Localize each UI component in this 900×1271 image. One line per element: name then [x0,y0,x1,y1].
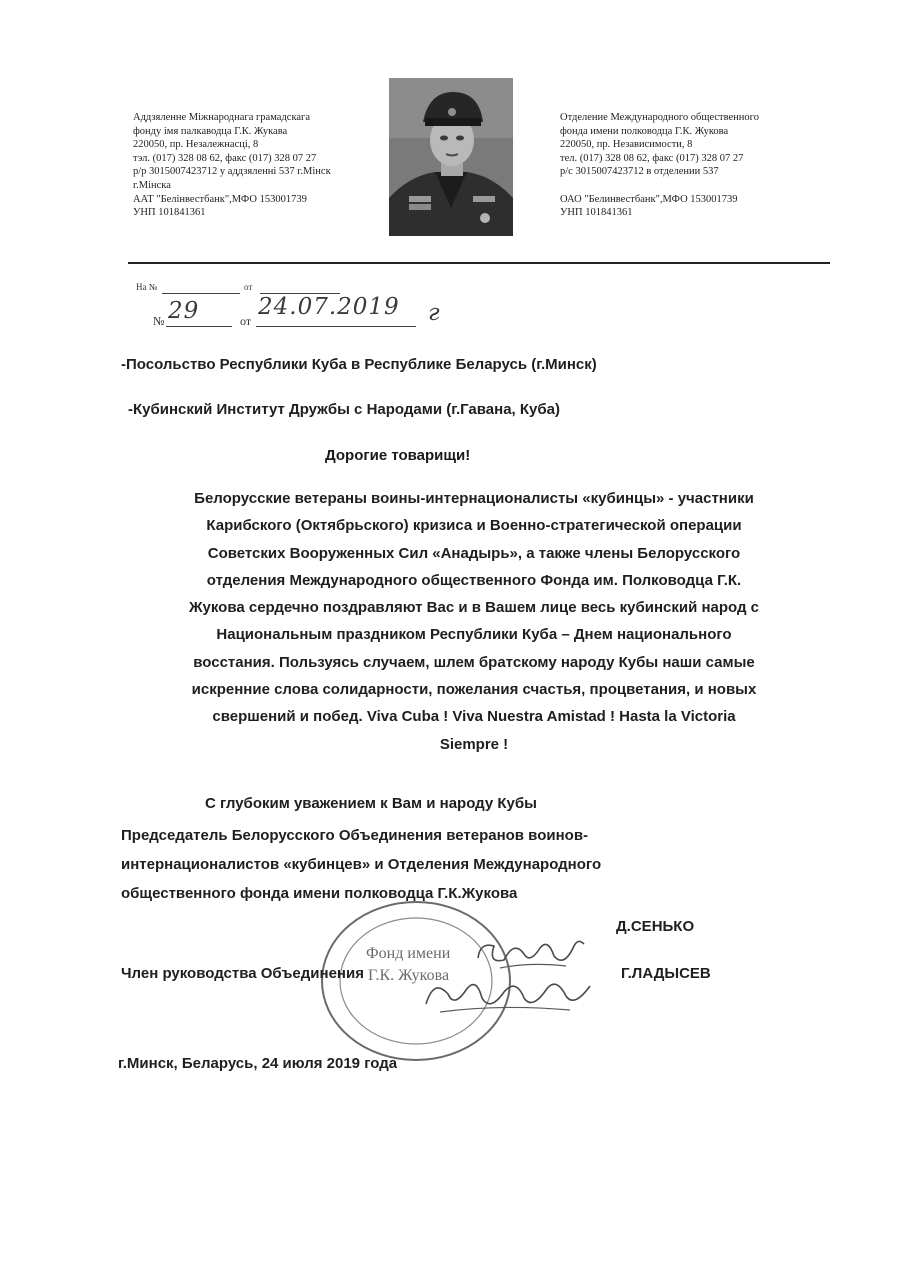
outgoing-number: 29 [168,298,200,324]
stamp-line-2: Г.К. Жукова [368,967,450,984]
outgoing-date: 24.07.2019 [258,294,400,320]
addressee-embassy: -Посольство Республики Куба в Республике Беларусь (г.Минск) [121,356,597,373]
body-line: искренние слова солидарности, пожелания счастья, процветания, и новых [191,681,757,699]
letterhead-left-line: УНП 101841361 [133,207,206,219]
letterhead-right-line [560,179,840,193]
portrait-photo [389,78,513,236]
closing-chair-line: общественного фонда имени полководца Г.К.Жукова [121,885,518,902]
closing-chair-line: Председатель Белорусского Объединения ветеранов воинов- [121,827,589,844]
member-label: Член руководства Объединения [121,965,364,982]
letterhead-right-line: р/с 3015007423712 в отделении 537 [560,166,719,178]
addressee-institute: -Кубинский Институт Дружбы с Народами (г.Гавана, Куба) [128,401,560,418]
outgoing-date-line [256,326,416,327]
body-line: Советских Вооруженных Сил «Анадырь», а также члены Белорусского [207,544,741,562]
letterhead-left-line: 220050, пр. Незалежнасці, 8 [133,139,259,151]
outgoing-date-label: от [240,314,252,328]
in-reply-label: На № [136,282,158,292]
outgoing-date-year-suffix: г [428,300,441,326]
letterhead-right-line: УНП 101841361 [560,207,633,219]
place-and-date: г.Минск, Беларусь, 24 июля 2019 года [118,1055,398,1072]
body-line: Национальным праздником Республики Куба – Днем национального [216,626,732,644]
body-line: Жукова сердечно поздравляют Вас и в Вашем лице весь кубинский народ с [188,599,760,617]
letterhead-left-line: фонду імя палкаводца Г.К. Жукава [133,125,288,137]
letterhead-right [560,111,840,220]
outgoing-number-line [166,326,232,327]
signature-ladysev [420,968,600,1018]
letterhead-left [133,111,395,220]
letterhead-right-line: ОАО "Белинвестбанк",МФО 153001739 [560,193,738,205]
body-line: восстания. Пользуясь случаем, шлем братскому народу Кубы наши самые [193,653,755,671]
closing-regards: С глубоким уважением к Вам и народу Кубы [205,795,537,812]
in-reply-from-label: от [244,282,253,292]
letterhead-left-line: ААТ "Белінвестбанк",МФО 153001739 [133,193,307,205]
greeting: Дорогие товарищи! [325,447,471,464]
in-reply-blank [162,293,240,294]
portrait-image [389,78,513,236]
letterhead-left-line: Аддзяленне Міжнароднага грамадскага [133,112,311,123]
body-line: Siempre ! [439,735,509,753]
letterhead-left-line: р/р 3015007423712 у аддзяленні 537 г.Мінск [133,166,331,178]
body-line: отделения Международного общественного Фонда им. Полководца Г.К. [206,571,742,589]
body-line: свершений и побед. Viva Cuba ! Viva Nuestra Amistad ! Hasta la Victoria [212,708,736,726]
letter-body [124,485,824,758]
letterhead-right-line: Отделение Международного общественного [560,112,759,123]
letterhead-right-line: тел. (017) 328 08 62, факс (017) 328 07 27 [560,152,744,164]
body-line: Карибского (Октябрьского) кризиса и Военно-стратегической операции [206,517,742,535]
chair-name: Д.СЕНЬКО [616,918,695,935]
letterhead-right-line: фонда имени полководца Г.К. Жукова [560,125,729,137]
member-name: Г.ЛАДЫСЕВ [621,965,711,982]
stamp-line-1: Фонд имени [366,945,451,962]
closing-chair-line: интернационалистов «кубинцев» и Отделения Международного [121,856,602,873]
letterhead-right-line: 220050, пр. Независимости, 8 [560,139,693,151]
letterhead-left-line: тэл. (017) 328 08 62, факс (017) 328 07 27 [133,152,317,164]
letterhead-left-line: г.Мінска [133,179,171,191]
outgoing-number-label: № [153,314,165,328]
letterhead-divider [128,262,830,264]
body-line: Белорусские ветераны воины-интернационалисты «кубинцы» - участники [194,490,754,507]
